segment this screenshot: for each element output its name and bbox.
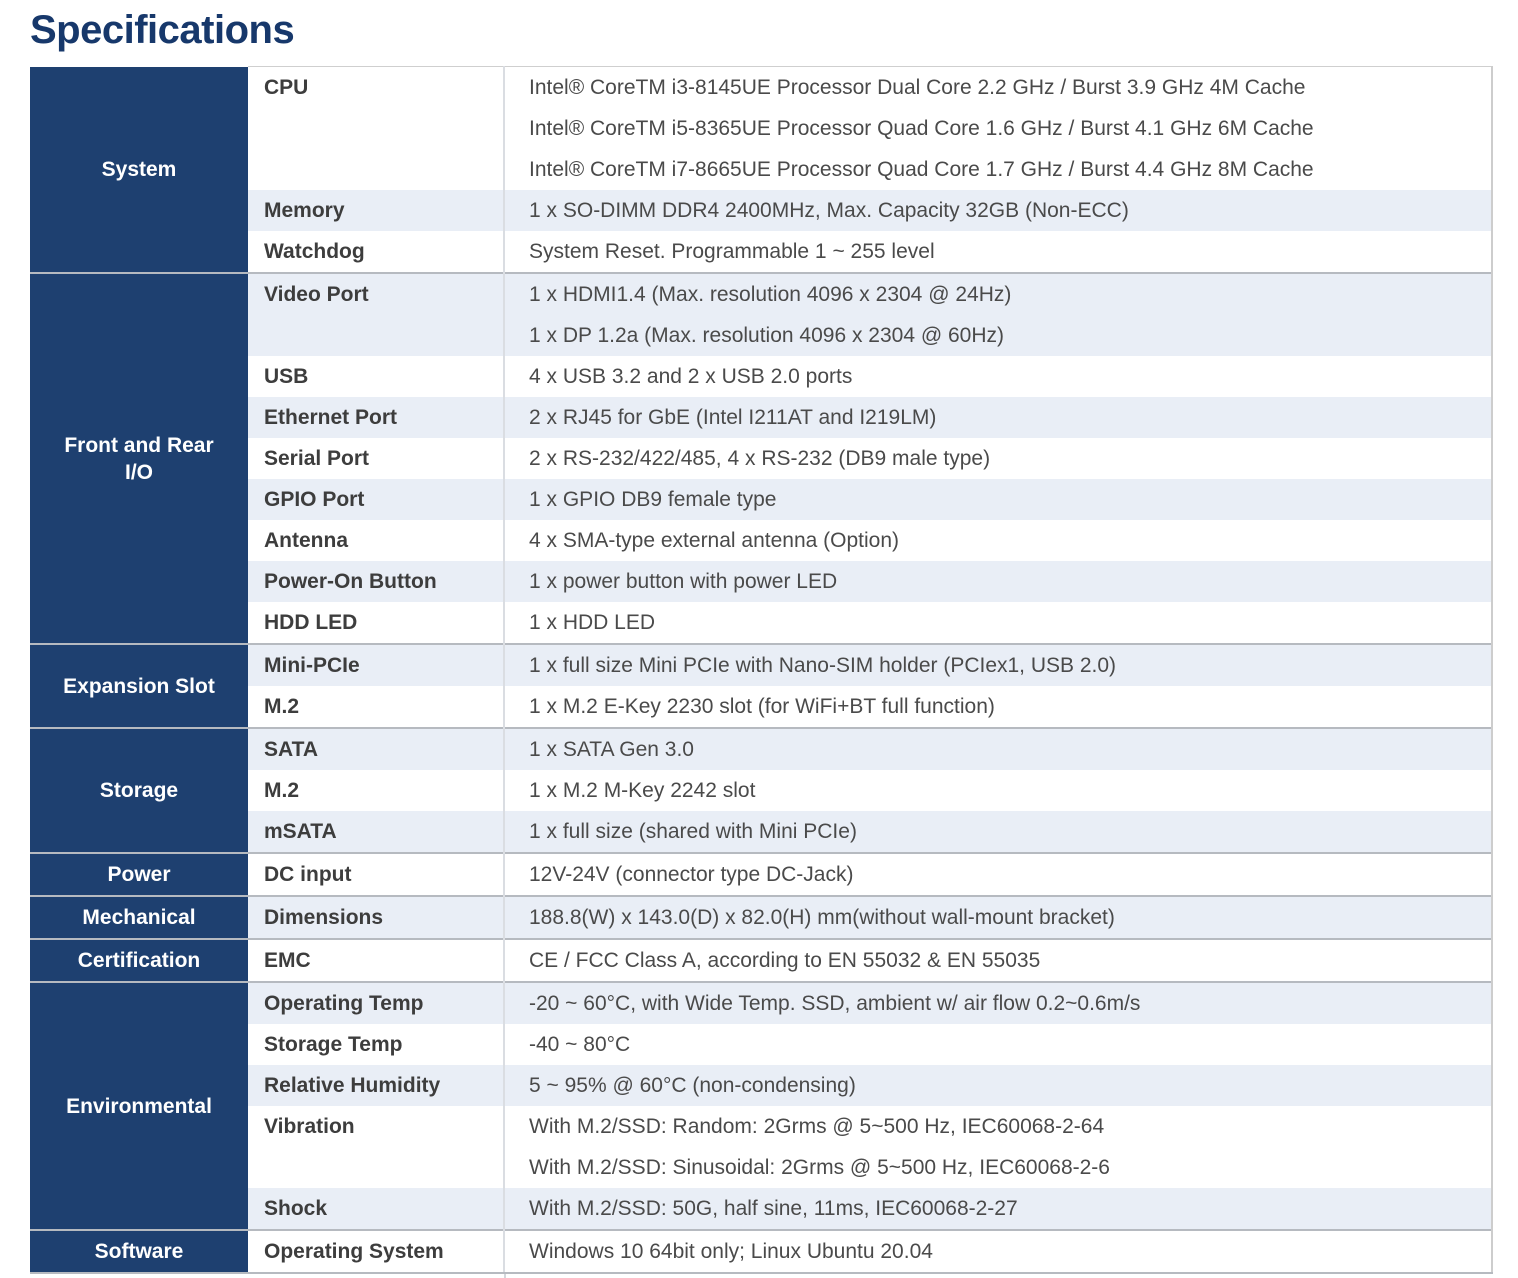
spec-value-cell	[504, 273, 1492, 356]
spec-label-cell: mSATA	[248, 811, 504, 853]
table-row	[30, 190, 1492, 231]
table-bottom-partial-row	[30, 1274, 1492, 1278]
spec-label-cell: Serial Port	[248, 438, 504, 479]
table-row	[30, 939, 1492, 982]
spec-label-cell: DC input	[248, 853, 504, 896]
table-row	[30, 520, 1492, 561]
spec-value-line: 1 x HDMI1.4 (Max. resolution 4096 x 2304 @ 24Hz)	[529, 283, 1012, 306]
spec-label-cell: HDD LED	[248, 602, 504, 644]
table-row	[30, 438, 1492, 479]
category-cell	[30, 982, 248, 1230]
table-row	[30, 67, 1492, 191]
spec-value-cell	[504, 479, 1492, 520]
spec-value-cell	[504, 1065, 1492, 1106]
spec-value-line: 1 x DP 1.2a (Max. resolution 4096 x 2304 @ 60Hz)	[529, 324, 1005, 347]
category-label: Certification	[77, 949, 201, 972]
table-row	[30, 1230, 1492, 1273]
category-cell	[30, 853, 248, 896]
spec-value-line: Windows 10 64bit only; Linux Ubuntu 20.04	[529, 1240, 933, 1263]
spec-value-cell	[504, 811, 1492, 853]
table-row	[30, 1024, 1492, 1065]
spec-label-cell: M.2	[248, 686, 504, 728]
spec-value-cell	[504, 1024, 1492, 1065]
category-cell	[30, 896, 248, 939]
table-row	[30, 728, 1492, 770]
spec-value-line: With M.2/SSD: 50G, half sine, 11ms, IEC60068-2-27	[529, 1197, 1018, 1220]
spec-value-line: System Reset. Programmable 1 ~ 255 level	[529, 240, 935, 263]
table-row	[30, 1188, 1492, 1230]
spec-value-line: -40 ~ 80°C	[529, 1033, 631, 1056]
table-row	[30, 644, 1492, 686]
category-cell	[30, 728, 248, 853]
spec-value-line: Intel® CoreTM i5-8365UE Processor Quad Core 1.6 GHz / Burst 4.1 GHz 6M Cache	[529, 117, 1314, 140]
spec-value-cell	[504, 728, 1492, 770]
table-row	[30, 602, 1492, 644]
spec-value-line: 2 x RS-232/422/485, 4 x RS-232 (DB9 male type)	[529, 447, 991, 470]
spec-label-cell: CPU	[248, 67, 504, 191]
spec-label-cell: USB	[248, 356, 504, 397]
category-label: System	[101, 157, 177, 181]
spec-value-cell	[504, 438, 1492, 479]
table-row	[30, 1106, 1492, 1188]
table-row	[30, 356, 1492, 397]
spec-value-cell	[504, 939, 1492, 982]
spec-value-cell	[504, 1106, 1492, 1188]
spec-label-cell: Power-On Button	[248, 561, 504, 602]
spec-value-cell	[504, 686, 1492, 728]
column-divider-line	[504, 1274, 506, 1278]
category-cell	[30, 273, 248, 644]
category-cell	[30, 939, 248, 982]
table-row	[30, 853, 1492, 896]
spec-label-cell: SATA	[248, 728, 504, 770]
spec-label-cell: M.2	[248, 770, 504, 811]
spec-value-line: 1 x GPIO DB9 female type	[529, 488, 777, 511]
specifications-table	[30, 66, 1493, 1274]
table-row	[30, 1065, 1492, 1106]
spec-label-cell: GPIO Port	[248, 479, 504, 520]
spec-label-cell: Memory	[248, 190, 504, 231]
spec-value-line: 1 x full size Mini PCIe with Nano-SIM holder (PCIex1, USB 2.0)	[529, 654, 1117, 677]
category-cell	[30, 67, 248, 274]
specifications-table-body	[30, 67, 1492, 1274]
spec-value-line: With M.2/SSD: Sinusoidal: 2Grms @ 5~500 Hz, IEC60068-2-6	[529, 1156, 1110, 1179]
spec-value-cell	[504, 853, 1492, 896]
spec-value-cell	[504, 770, 1492, 811]
page-title: Specifications	[30, 8, 295, 52]
category-cell	[30, 1230, 248, 1273]
spec-label-cell: Operating Temp	[248, 982, 504, 1024]
category-label: Software	[94, 1240, 184, 1263]
spec-value-line: 1 x full size (shared with Mini PCIe)	[529, 820, 857, 843]
table-row	[30, 770, 1492, 811]
category-label: Storage	[99, 779, 179, 802]
spec-value-cell	[504, 602, 1492, 644]
spec-label-cell: Relative Humidity	[248, 1065, 504, 1106]
category-label: Expansion Slot	[63, 674, 215, 698]
table-row	[30, 811, 1492, 853]
spec-value-cell	[504, 561, 1492, 602]
spec-value-line: Intel® CoreTM i3-8145UE Processor Dual Core 2.2 GHz / Burst 3.9 GHz 4M Cache	[529, 76, 1306, 99]
category-cell	[30, 644, 248, 728]
spec-value-cell	[504, 190, 1492, 231]
spec-value-cell	[504, 896, 1492, 939]
spec-value-line: CE / FCC Class A, according to EN 55032 & EN 55035	[529, 949, 1041, 972]
category-label: Front and Rear I/O	[64, 433, 214, 484]
spec-value-line: 1 x SO-DIMM DDR4 2400MHz, Max. Capacity 32GB (Non-ECC)	[529, 199, 1129, 222]
spec-value-line: 1 x power button with power LED	[529, 570, 838, 593]
spec-value-line: Intel® CoreTM i7-8665UE Processor Quad Core 1.7 GHz / Burst 4.4 GHz 8M Cache	[529, 158, 1314, 181]
spec-value-cell	[504, 644, 1492, 686]
category-label: Mechanical	[82, 906, 196, 929]
spec-value-line: 1 x M.2 E-Key 2230 slot (for WiFi+BT full function)	[529, 695, 995, 718]
spec-value-line: -20 ~ 60°C, with Wide Temp. SSD, ambient w/ air flow 0.2~0.6m/s	[529, 992, 1141, 1015]
spec-value-cell	[504, 356, 1492, 397]
spec-value-line: With M.2/SSD: Random: 2Grms @ 5~500 Hz, IEC60068-2-64	[529, 1115, 1105, 1138]
spec-value-cell	[504, 1188, 1492, 1230]
spec-label-cell: Antenna	[248, 520, 504, 561]
spec-value-cell	[504, 520, 1492, 561]
spec-value-cell	[504, 1230, 1492, 1273]
spec-value-cell	[504, 67, 1492, 191]
spec-value-line: 188.8(W) x 143.0(D) x 82.0(H) mm(without wall-mount bracket)	[529, 906, 1115, 929]
spec-label-cell: Video Port	[248, 273, 504, 356]
spec-label-cell: Operating System	[248, 1230, 504, 1273]
spec-value-line: 12V-24V (connector type DC-Jack)	[529, 863, 854, 886]
spec-value-cell	[504, 982, 1492, 1024]
table-row	[30, 686, 1492, 728]
category-label: Power	[107, 863, 171, 886]
spec-value-cell	[504, 231, 1492, 273]
table-row	[30, 273, 1492, 356]
spec-value-line: 1 x M.2 M-Key 2242 slot	[529, 779, 756, 802]
spec-label-cell: Ethernet Port	[248, 397, 504, 438]
spec-label-cell: Watchdog	[248, 231, 504, 273]
spec-value-line: 1 x HDD LED	[529, 611, 656, 634]
table-row	[30, 397, 1492, 438]
table-row	[30, 982, 1492, 1024]
category-label: Environmental	[66, 1094, 212, 1118]
spec-label-cell: Shock	[248, 1188, 504, 1230]
table-row	[30, 896, 1492, 939]
spec-value-line: 1 x SATA Gen 3.0	[529, 738, 694, 761]
spec-value-line: 2 x RJ45 for GbE (Intel I211AT and I219LM)	[529, 406, 937, 429]
table-row	[30, 561, 1492, 602]
spec-value-line: 5 ~ 95% @ 60°C (non-condensing)	[529, 1074, 856, 1097]
spec-label-cell: EMC	[248, 939, 504, 982]
spec-value-cell	[504, 397, 1492, 438]
spec-value-line: 4 x USB 3.2 and 2 x USB 2.0 ports	[529, 365, 853, 388]
spec-label-cell: Vibration	[248, 1106, 504, 1188]
table-row	[30, 479, 1492, 520]
spec-label-cell: Mini-PCIe	[248, 644, 504, 686]
spec-label-cell: Dimensions	[248, 896, 504, 939]
table-row	[30, 231, 1492, 273]
spec-value-line: 4 x SMA-type external antenna (Option)	[529, 529, 900, 552]
spec-label-cell: Storage Temp	[248, 1024, 504, 1065]
